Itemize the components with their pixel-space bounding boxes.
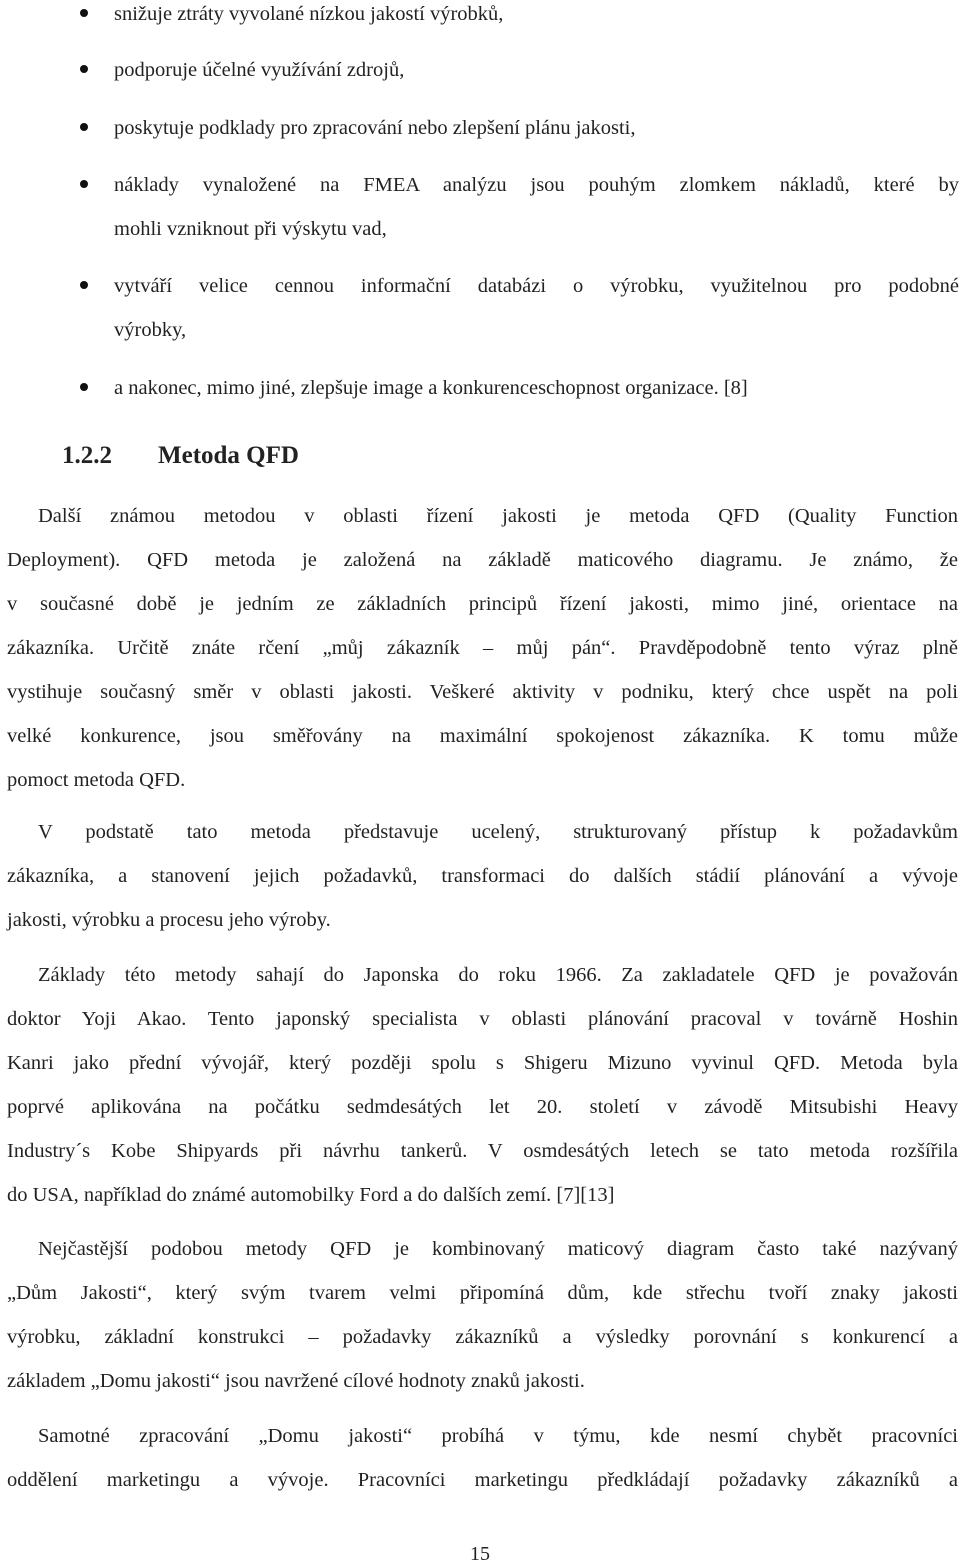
paragraph-line: základem „Domu jakosti“ jsou navržené cílové hodnoty znaků jakosti. <box>7 1370 585 1392</box>
bullet-icon <box>80 123 88 131</box>
paragraph <box>7 1414 958 1502</box>
bullet-text: a nakonec, mimo jiné, zlepšuje image a konkurenceschopnost organizace. [8] <box>114 377 748 399</box>
page-number: 15 <box>470 1543 490 1565</box>
bullet-item <box>114 264 959 352</box>
bullet-icon <box>80 180 88 188</box>
paragraph <box>7 494 958 802</box>
paragraph-line: vystihuje současný směr v oblasti jakosti. Veškeré aktivity v podniku, který chce uspět na poli <box>7 681 958 703</box>
bullet-text: snižuje ztráty vyvolané nízkou jakostí výrobků, <box>114 3 504 25</box>
bullet-item <box>114 163 959 251</box>
paragraph-line: výrobku, základní konstrukci – požadavky zákazníků a výsledky porovnání s konkurencí a <box>7 1326 958 1348</box>
paragraph <box>7 810 958 942</box>
paragraph <box>7 953 958 1217</box>
paragraph-line: Další známou metodou v oblasti řízení jakosti je metoda QFD (Quality Function <box>38 505 958 527</box>
section-title: Metoda QFD <box>158 442 299 469</box>
paragraph <box>7 1227 958 1403</box>
bullet-item <box>114 48 959 92</box>
paragraph-line: zákazníka. Určitě znáte rčení „můj zákazník – můj pán“. Pravděpodobně tento výraz plně <box>7 637 958 659</box>
paragraph-line: pomoct metoda QFD. <box>7 769 186 791</box>
paragraph-line: V podstatě tato metoda představuje ucelený, strukturovaný přístup k požadavkům <box>38 821 958 843</box>
paragraph-line: „Dům Jakosti“, který svým tvarem velmi připomíná dům, kde střechu tvoří znaky jakosti <box>7 1282 958 1304</box>
bullet-text: podporuje účelné využívání zdrojů, <box>114 59 405 81</box>
paragraph-line: Samotné zpracování „Domu jakosti“ probíhá v týmu, kde nesmí chybět pracovníci <box>38 1425 958 1447</box>
bullet-text: vytváří velice cennou informační databázi o výrobku, využitelnou pro podobné <box>114 275 959 297</box>
bullet-icon <box>80 9 88 17</box>
paragraph-line: Základy této metody sahají do Japonska do roku 1966. Za zakladatele QFD je považován <box>38 964 958 986</box>
section-heading <box>62 436 299 476</box>
bullet-icon <box>80 281 88 289</box>
bullet-item <box>114 106 959 150</box>
section-number: 1.2.2 <box>62 442 112 469</box>
bullet-text: náklady vynaložené na FMEA analýzu jsou pouhým zlomkem nákladů, které by <box>114 174 959 196</box>
paragraph-line: jakosti, výrobku a procesu jeho výroby. <box>7 909 331 931</box>
bullet-item <box>114 0 959 36</box>
bullet-text: výrobky, <box>114 319 187 341</box>
bullet-text: poskytuje podklady pro zpracování nebo zlepšení plánu jakosti, <box>114 117 636 139</box>
paragraph-line: Kanri jako přední vývojář, který později spolu s Shigeru Mizuno vyvinul QFD. Metoda byla <box>7 1052 958 1074</box>
paragraph-line: Nejčastější podobou metody QFD je kombinovaný maticový diagram často také nazývaný <box>38 1238 958 1260</box>
bullet-icon <box>80 383 88 391</box>
paragraph-line: Industry´s Kobe Shipyards při návrhu tankerů. V osmdesátých letech se tato metoda rozšířila <box>7 1140 958 1162</box>
paragraph-line: Deployment). QFD metoda je založená na základě maticového diagramu. Je známo, že <box>7 549 958 571</box>
paragraph-line: zákazníka, a stanovení jejich požadavků, transformaci do dalších stádií plánování a vývoje <box>7 865 958 887</box>
bullet-item <box>114 366 959 410</box>
bullet-text: mohli vzniknout při výskytu vad, <box>114 218 387 240</box>
paragraph-line: v současné době je jedním ze základních principů řízení jakosti, mimo jiné, orientace na <box>7 593 958 615</box>
paragraph-line: poprvé aplikována na počátku sedmdesátých let 20. století v závodě Mitsubishi Heavy <box>7 1096 958 1118</box>
bullet-icon <box>80 65 88 73</box>
paragraph-line: do USA, například do známé automobilky Ford a do dalších zemí. [7][13] <box>7 1184 615 1206</box>
paragraph-line: velké konkurence, jsou směřovány na maximální spokojenost zákazníka. K tomu může <box>7 725 958 747</box>
paragraph-line: oddělení marketingu a vývoje. Pracovníci marketingu předkládají požadavky zákazníků a <box>7 1469 958 1491</box>
paragraph-line: doktor Yoji Akao. Tento japonský specialista v oblasti plánování pracoval v továrně Hoshin <box>7 1008 958 1030</box>
